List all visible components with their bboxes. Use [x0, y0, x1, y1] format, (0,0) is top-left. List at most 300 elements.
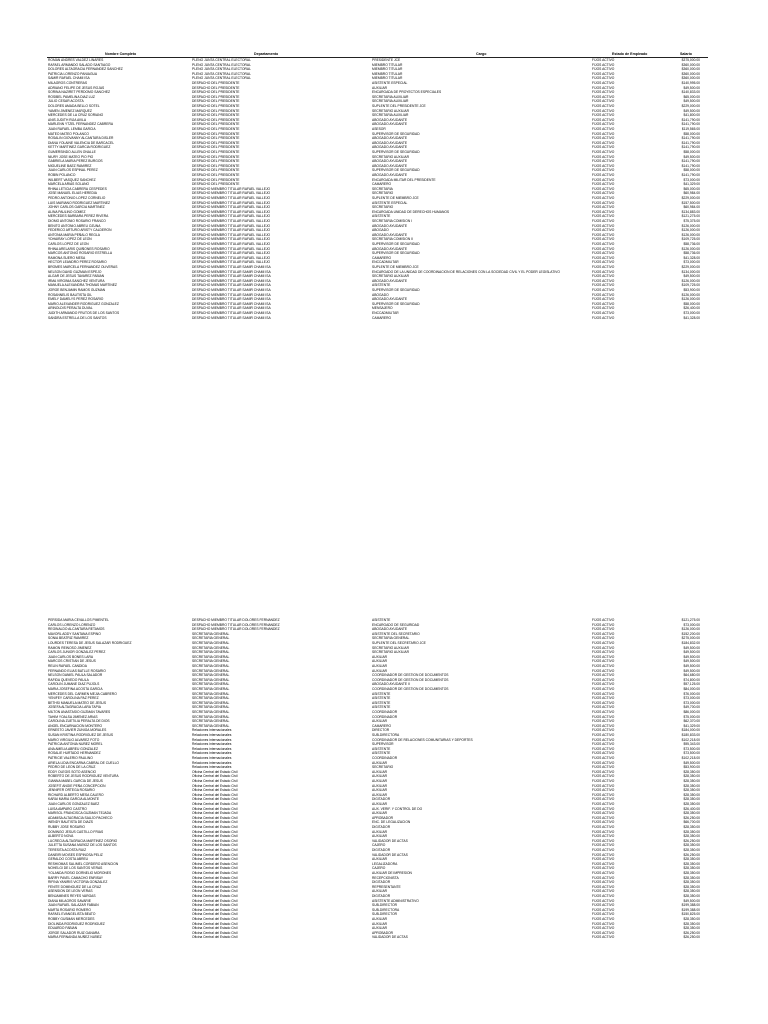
cell-salario: $49,500.00 [683, 664, 700, 668]
cell-salario: $229,000.00 [681, 265, 700, 269]
cell-nombre: JUDITH ARMANDO FRUTOS DE LOS SANTOS [48, 311, 120, 315]
cell-estado: FIJOS ACTIVO [592, 769, 615, 774]
cell-departamento: Oficina Central del Estado Civil [192, 806, 238, 811]
cell-cargo: ENCCADMILITAR [372, 311, 399, 315]
cell-cargo: SECRETARIA AUXILIAR [372, 99, 409, 104]
cell-salario: $95,343.00 [683, 742, 700, 747]
cell-salario: $275,000.00 [681, 636, 700, 641]
cell-cargo: ASISTENTE ADMINISTRATIVO [372, 898, 419, 903]
cell-cargo: SECRETARIO AUXILIAR [372, 108, 409, 113]
cell-nombre: WENDY BAUTISTA DE DIAZS [48, 820, 93, 825]
cell-cargo: SECRETARIO AUXILIAR [372, 274, 409, 279]
cell-salario: $58,736.00 [683, 251, 700, 256]
cell-nombre: MERCEDES BARBARA PEREZ RIVERA [48, 214, 109, 219]
cell-cargo: MIEMBRO TITULAR [372, 71, 403, 76]
cell-cargo: AUXILIAR [372, 917, 388, 921]
cell-nombre: SANDRA ESTRELLA DE LOS SANTOS [48, 315, 107, 320]
cell-salario: $26,250.00 [683, 815, 700, 820]
cell-salario: $28,350.00 [683, 783, 700, 788]
cell-estado: FIJOS ACTIVO [592, 618, 615, 622]
cell-cargo: AUXILIAR [372, 779, 388, 783]
cell-departamento: DESPACHO DEL PRESIDENTE [192, 173, 240, 177]
cell-nombre: YDHAIRAY LOPEZ DE LEON [48, 237, 92, 242]
cell-cargo: ASISTENTE ESPECIAL [372, 81, 408, 85]
cell-nombre: ROBERTO DE JESUS RODRIGUEZ VENTURA [48, 774, 119, 779]
cell-estado: FIJOS ACTIVO [592, 664, 615, 668]
cell-cargo: ENCARGADO DE SEGURIDAD [372, 622, 420, 627]
cell-departamento: DESPACHO DEL PRESIDENTE [192, 140, 240, 145]
cell-salario: $49,500.00 [683, 668, 700, 673]
cell-estado: FIJOS ACTIVO [592, 140, 615, 145]
cell-estado: FIJOS ACTIVO [592, 783, 615, 788]
cell-salario: $360,000.00 [681, 67, 700, 72]
cell-nombre: LUCRECIA ALTAGRACIA MARTINEZ OSORIO [48, 838, 118, 843]
cell-salario: $26,250.00 [683, 935, 700, 940]
cell-departamento: SECRETARIA GENERAL [192, 650, 230, 655]
cell-salario: $28,350.00 [683, 802, 700, 806]
cell-nombre: JULIO CESAR ACOSTA [48, 99, 84, 104]
table-row [0, 935, 768, 940]
cell-cargo: SUPLENTE DEL PRESIDENTE JCE [372, 104, 426, 108]
cell-salario: $49,500.00 [683, 650, 700, 655]
cell-nombre: MARIO ALEXANDER RODRIGUEZ GONZALEZ [48, 301, 119, 306]
cell-salario: $184,000.00 [681, 728, 700, 733]
cell-cargo: ASISTENTE [372, 705, 391, 710]
cell-departamento: DESPACHO MIEMBRO TITULAR SAMIR CHAMI ISA [192, 274, 271, 279]
cell-cargo: PRESIDENTE JCE [372, 58, 401, 62]
cell-departamento: DESPACHO MIEMBRO TITULAR SAMIR CHAMI ISA [192, 297, 271, 302]
cell-nombre: RAMONA SUERO MESA [48, 255, 86, 260]
cell-cargo: ABOGADO AYUDANTE [372, 159, 408, 164]
cell-estado: FIJOS ACTIVO [592, 265, 615, 269]
cell-departamento: Oficina Central del Estado Civil [192, 834, 238, 839]
cell-departamento: Oficina Central del Estado Civil [192, 866, 238, 871]
cell-cargo: MENSAJERO [372, 306, 393, 311]
cell-nombre: ADAMISA ALTAGRACIA SAUJO PACHECO [48, 815, 113, 820]
cell-nombre: RICHARD ALBERTO MESA CALERO [48, 792, 104, 797]
cell-nombre: LUIS MARIANO RODRIGUEZ MARTINEZ [48, 200, 111, 205]
cell-salario: $75,000.00 [683, 714, 700, 719]
cell-cargo: ABOGADO [372, 292, 389, 297]
cell-departamento: Oficina Central del Estado Civil [192, 811, 238, 816]
cell-cargo: SECRETARIO [372, 765, 394, 770]
cell-nombre: JENNIFER ORTEGA ROSARIO [48, 788, 95, 793]
cell-cargo: ASISTENTE [372, 691, 391, 696]
cell-cargo: SUPERVISOR DE SEGURIDAD [372, 251, 420, 256]
cell-nombre: FERNANDO ELIAS BATLLE ROSARIO [48, 668, 106, 673]
cell-departamento: DESPACHO MIEMBRO TITULAR SAMIR CHAMI ISA [192, 311, 271, 315]
cell-estado: FIJOS ACTIVO [592, 627, 615, 632]
cell-cargo: ABOGADO [372, 228, 389, 233]
cell-estado: FIJOS ACTIVO [592, 838, 615, 843]
cell-nombre: MAVORL ADDY SANTANA ESPINO [48, 631, 101, 636]
cell-estado: FIJOS ACTIVO [592, 710, 615, 714]
cell-nombre: ALGAR DE JESUS TAVAREZ FABIAN [48, 274, 105, 279]
cell-cargo: SUPERVISOR DE SEGURIDAD [372, 131, 420, 136]
cell-estado: FIJOS ACTIVO [592, 723, 615, 728]
cell-departamento: SECRETARIA GENERAL [192, 719, 230, 724]
cell-cargo: ABOGADO AYUDANTE [372, 145, 408, 150]
cell-estado: FIJOS ACTIVO [592, 765, 615, 770]
cell-departamento: Relaciones internacionales [192, 751, 232, 756]
cell-estado: FIJOS ACTIVO [592, 673, 615, 678]
cell-salario: $360,000.00 [681, 76, 700, 81]
cell-salario: $73,000.00 [683, 700, 700, 705]
cell-estado: FIJOS ACTIVO [592, 871, 615, 875]
cell-nombre: RIFINA YANIRIS VICTORIA GONZALEZ [48, 880, 108, 885]
cell-salario: $28,350.00 [683, 792, 700, 797]
cell-nombre: YENIFEY CAROLINA PAZ PEREZ [48, 696, 99, 701]
cell-estado: FIJOS ACTIVO [592, 58, 615, 62]
cell-nombre: MARTA ROSARIO ROMERO [48, 907, 91, 912]
cell-nombre: GABRIELA MARIA PEREZ BURGOS [48, 159, 103, 164]
cell-salario: $28,350.00 [683, 825, 700, 829]
cell-departamento: Oficina Central del Estado Civil [192, 875, 238, 880]
cell-salario: $375,000.00 [681, 58, 700, 62]
cell-nombre: ANIS JUDITH RIJA AVILA [48, 117, 87, 122]
cell-nombre: DIANA MILAGROS SAVARIE [48, 898, 91, 903]
cell-departamento: DESPACHO DEL PRESIDENTE [192, 154, 240, 159]
cell-salario: $97,125.00 [683, 682, 700, 687]
cell-estado: FIJOS ACTIVO [592, 81, 615, 85]
cell-nombre: JORGE BENJAMIN RAMOS GUZMAN [48, 288, 106, 292]
cell-cargo: ASISTENTE [372, 283, 391, 288]
cell-cargo: AUXILIAR [372, 769, 388, 774]
cell-departamento: SECRETARIA GENERAL [192, 696, 230, 701]
cell-departamento: Oficina Central del Estado Civil [192, 838, 238, 843]
cell-nombre: ROSANNELIS BAUTISTA GIL [48, 292, 93, 297]
cell-cargo: ABOGADO AYUDANTE [372, 136, 408, 141]
cell-estado: FIJOS ACTIVO [592, 746, 615, 751]
cell-departamento: SECRETARIA GENERAL [192, 673, 230, 678]
cell-cargo: SUB-DIRECTOR [372, 903, 398, 908]
cell-salario: $73,500.00 [683, 751, 700, 756]
cell-cargo: VALIDADOR DE ACTAS [372, 935, 408, 940]
cell-departamento: DESPACHO DEL PRESIDENTE [192, 94, 240, 99]
cell-estado: FIJOS ACTIVO [592, 292, 615, 297]
cell-cargo: ENCCADMILITAR [372, 260, 399, 265]
cell-nombre: JOSE MANUEL ELIAS HEREDIA [48, 191, 97, 196]
cell-salario: $141,790.00 [681, 122, 700, 127]
cell-departamento: DESPACHO DEL PRESIDENTE [192, 113, 240, 118]
cell-departamento: DESPACHO DEL PRESIDENTE [192, 108, 240, 113]
cell-salario: $229,000.00 [681, 196, 700, 200]
cell-nombre: RAFIDA QUEVEDO PAULA [48, 677, 89, 682]
cell-salario: $73,000.00 [683, 696, 700, 701]
cell-cargo: ABOGADO AYUDANTE [372, 117, 408, 122]
cell-departamento: SECRETARIA GENERAL [192, 641, 230, 645]
cell-departamento: Relaciones internacionales [192, 760, 232, 765]
cell-departamento: SECRETARIA GENERAL [192, 664, 230, 668]
cell-nombre: GIANNA MABEL GARCIA DE JESUS [48, 779, 103, 783]
cell-estado: FIJOS ACTIVO [592, 205, 615, 210]
cell-estado: FIJOS ACTIVO [592, 67, 615, 72]
cell-nombre: PATRICIA LORENZO PANIAGUA [48, 71, 98, 76]
cell-salario: $126,000.00 [681, 292, 700, 297]
cell-departamento: DESPACHO DEL PRESIDENTE [192, 159, 240, 164]
cell-nombre: FEDERICO ARTURO ARISTY CALDERON [48, 228, 112, 233]
cell-cargo: COORDINADOR [372, 714, 398, 719]
cell-cargo: SUB-DIRECTORA [372, 733, 400, 737]
cell-cargo: CAMARERO [372, 315, 392, 320]
cell-cargo: AUXILIAR [372, 802, 388, 806]
cell-estado: FIJOS ACTIVO [592, 917, 615, 921]
cell-cargo: SECRETARIO AUXILIAR [372, 645, 409, 650]
cell-cargo: CAJERO [372, 866, 386, 871]
cell-nombre: RAFAEL EVANGELISTA BEATO [48, 912, 96, 917]
cell-nombre: SONIA BEATRIZ RAMIREZ [48, 636, 89, 641]
cell-salario: $28,350.00 [683, 861, 700, 866]
cell-salario: $49,500.00 [683, 108, 700, 113]
cell-cargo: AUXILIAR [372, 889, 388, 894]
cell-estado: FIJOS ACTIVO [592, 283, 615, 288]
cell-salario: $141,790.00 [681, 173, 700, 177]
cell-estado: FIJOS ACTIVO [592, 232, 615, 237]
cell-salario: $65,000.00 [683, 94, 700, 99]
cell-departamento: DESPACHO DEL PRESIDENTE [192, 177, 240, 182]
cell-cargo: AUXILIAR [372, 926, 388, 931]
cell-salario: $60,984.00 [683, 191, 700, 196]
cell-estado: FIJOS ACTIVO [592, 636, 615, 641]
cell-salario: $58,000.00 [683, 131, 700, 136]
cell-nombre: JOSEFIT ANGIE PEÑA CONCEPCION [48, 783, 106, 788]
cell-departamento: DESPACHO MIEMBRO TITULAR DOLORES FERNANDEZ [192, 627, 280, 632]
cell-estado: FIJOS ACTIVO [592, 85, 615, 90]
cell-salario: $41,328.00 [683, 255, 700, 260]
cell-salario: $28,350.00 [683, 834, 700, 839]
cell-cargo: ABOGADO AYUDANTE [372, 173, 408, 177]
cell-nombre: PATRICIE VALERIO PAULINO [48, 756, 93, 760]
cell-salario: $28,350.00 [683, 926, 700, 931]
cell-departamento: Oficina Central del Estado Civil [192, 912, 238, 917]
cell-nombre: MARLENN YTZEL FERNANDEZ CABRERA [48, 122, 114, 127]
cell-departamento: PLENO JUNTA CENTRAL ELECTORAL [192, 67, 251, 72]
cell-estado: FIJOS ACTIVO [592, 935, 615, 940]
cell-nombre: YAMEN JIMENEZ MARQUEZ [48, 108, 92, 113]
cell-estado: FIJOS ACTIVO [592, 852, 615, 857]
cell-estado: FIJOS ACTIVO [592, 645, 615, 650]
cell-departamento: Oficina Central del Estado Civil [192, 907, 238, 912]
cell-salario: $28,350.00 [683, 848, 700, 852]
cell-cargo: ABOGADO AYUDANTE [372, 246, 408, 251]
cell-estado: FIJOS ACTIVO [592, 90, 615, 95]
cell-cargo: CAJERO [372, 843, 386, 848]
cell-cargo: ABOGADO AYUDANTE II [372, 682, 410, 687]
cell-nombre: DOLORES ALTAGRACIA FERNANDEZ SANCHEZ [48, 67, 123, 72]
cell-estado: FIJOS ACTIVO [592, 260, 615, 265]
cell-estado: FIJOS ACTIVO [592, 903, 615, 908]
cell-estado: FIJOS ACTIVO [592, 677, 615, 682]
cell-estado: FIJOS ACTIVO [592, 122, 615, 127]
cell-estado: FIJOS ACTIVO [592, 728, 615, 733]
cell-cargo: MIEMBRO TITULAR [372, 76, 403, 81]
cell-cargo: COORDINADOR DE GESTION DE DOCUMENTOS [372, 673, 449, 678]
cell-salario: $119,565.00 [681, 127, 700, 131]
cell-salario: $28,350.00 [683, 875, 700, 880]
cell-estado: FIJOS ACTIVO [592, 843, 615, 848]
cell-salario: $49,700.00 [683, 705, 700, 710]
cell-departamento: Oficina Central del Estado Civil [192, 857, 238, 862]
cell-departamento: Relaciones internacionales [192, 733, 232, 737]
cell-nombre: KETTY MARTINEZ GARCIA RODRIGUEZ [48, 145, 111, 150]
cell-salario: $184,832.00 [681, 641, 700, 645]
cell-departamento: DESPACHO MIEMBRO TITULAR RAFAEL VALLEJO [192, 223, 271, 228]
cell-salario: $28,350.00 [683, 788, 700, 793]
cell-departamento: DESPACHO DEL PRESIDENTE [192, 136, 240, 141]
cell-departamento: Oficina Central del Estado Civil [192, 843, 238, 848]
cell-nombre: DANEIRI MOISES ESPINOSA PELIZ [48, 852, 103, 857]
cell-nombre: ALINA PAULINO GOMEZ [48, 209, 86, 214]
cell-departamento: DESPACHO MIEMBRO TITULAR RAFAEL VALLEJO [192, 196, 271, 200]
cell-cargo: SUPERVISOR [372, 742, 394, 747]
cell-estado: FIJOS ACTIVO [592, 714, 615, 719]
cell-departamento: PLENO JUNTA CENTRAL ELECTORAL [192, 62, 251, 67]
cell-estado: FIJOS ACTIVO [592, 136, 615, 141]
cell-cargo: SECRETARIO [372, 191, 394, 196]
cell-departamento: Oficina Central del Estado Civil [192, 935, 238, 940]
cell-salario: $28,350.00 [683, 894, 700, 898]
cell-cargo: SUPLENTE DEL SECRETARIO JCE [372, 641, 426, 645]
cell-salario: $28,350.00 [683, 866, 700, 871]
cell-nombre: PATRICIA ANTONIA NUÑEZ MOREL [48, 742, 103, 747]
cell-estado: FIJOS ACTIVO [592, 802, 615, 806]
cell-departamento: DESPACHO DEL PRESIDENTE [192, 150, 240, 154]
cell-estado: FIJOS ACTIVO [592, 242, 615, 246]
cell-estado: FIJOS ACTIVO [592, 696, 615, 701]
cell-salario: $134,000.00 [681, 269, 700, 274]
cell-nombre: NIURY JOSE MATEO PIO PIO [48, 154, 94, 159]
cell-salario: $140,995.00 [681, 81, 700, 85]
cell-cargo: SECRETARIO AUXILIAR [372, 650, 409, 655]
cell-nombre: MANUELA ALEXANDRA THOMAS MARTINEZ [48, 283, 117, 288]
cell-estado: FIJOS ACTIVO [592, 173, 615, 177]
cell-departamento: Oficina Central del Estado Civil [192, 815, 238, 820]
cell-departamento: SECRETARIA GENERAL [192, 636, 230, 641]
cell-estado: FIJOS ACTIVO [592, 214, 615, 219]
cell-departamento: DESPACHO DEL PRESIDENTE [192, 117, 240, 122]
header-nombre: Nombre Completo [105, 52, 137, 56]
cell-salario: $102,218.00 [681, 737, 700, 742]
cell-salario: $41,800.00 [683, 113, 700, 118]
cell-cargo: SECRETARIA COMISION I [372, 219, 413, 223]
cell-estado: FIJOS ACTIVO [592, 104, 615, 108]
cell-cargo: AUX. VERIF. Y CONTROL DE DO [372, 806, 423, 811]
cell-cargo: SECRETARIO [372, 205, 394, 210]
cell-cargo: AUXILIAR [372, 760, 388, 765]
cell-cargo: AUXILIAR [372, 654, 388, 659]
cell-nombre: MIGUELINE BAEZ RAMIREZ [48, 163, 92, 168]
cell-nombre: JUAN RAFAEL LEMBA GARCIA [48, 127, 96, 131]
cell-cargo: SUPERVISOR DE SEGURIDAD [372, 288, 420, 292]
cell-estado: FIJOS ACTIVO [592, 76, 615, 81]
cell-departamento: Oficina Central del Estado Civil [192, 788, 238, 793]
cell-salario: $49,500.00 [683, 274, 700, 279]
cell-cargo: AUXILIAR [372, 719, 388, 724]
cell-cargo: SUPERVISOR DE SEGURIDAD [372, 301, 420, 306]
cell-estado: FIJOS ACTIVO [592, 779, 615, 783]
cell-departamento: DESPACHO MIEMBRO TITULAR RAFAEL VALLEJO [192, 209, 271, 214]
cell-cargo: ASISTENTE ESPECIAL [372, 200, 408, 205]
cell-departamento: DESPACHO MIEMBRO TITULAR RAFAEL VALLEJO [192, 186, 271, 191]
cell-salario: $199,388.00 [681, 903, 700, 908]
cell-nombre: JUAN RAFAEL SALAZAR FABIAN [48, 903, 99, 908]
cell-nombre: JUAN CARLOS GONZALEZ BAEZ [48, 802, 100, 806]
cell-cargo: SUPLENTE DE MIEMBRO JCE [372, 265, 419, 269]
cell-estado: FIJOS ACTIVO [592, 834, 615, 839]
cell-salario: $26,250.00 [683, 852, 700, 857]
cell-nombre: DOLORES AMADA BELLO SOTEL [48, 104, 100, 108]
cell-nombre: ROBIN POLANCO [48, 173, 76, 177]
cell-nombre: ROSALIN GIOVANNY ALCANTARA DISLER [48, 136, 114, 141]
cell-salario: $140,833.00 [681, 90, 700, 95]
cell-departamento: DESPACHO MIEMBRO TITULAR RAFAEL VALLEJO [192, 228, 271, 233]
cell-estado: FIJOS ACTIVO [592, 682, 615, 687]
cell-estado: FIJOS ACTIVO [592, 912, 615, 917]
cell-departamento: DESPACHO MIEMBRO TITULAR RAFAEL VALLEJO [192, 219, 271, 223]
cell-departamento: Oficina Central del Estado Civil [192, 769, 238, 774]
cell-departamento: SECRETARIA GENERAL [192, 645, 230, 650]
cell-cargo: COORDINADOR DE RELACIONES COMUNITARIAS Y DEPORTES [372, 737, 473, 742]
cell-estado: FIJOS ACTIVO [592, 820, 615, 825]
cell-estado: FIJOS ACTIVO [592, 315, 615, 320]
cell-salario: $109,725.00 [681, 237, 700, 242]
cell-departamento: DESPACHO MIEMBRO TITULAR SAMIR CHAMI ISA [192, 306, 271, 311]
cell-nombre: RUBBY JOSE ROSARIO [48, 825, 85, 829]
cell-estado: FIJOS ACTIVO [592, 797, 615, 802]
cell-cargo: AUXILIAR [372, 659, 388, 664]
cell-departamento: DESPACHO MIEMBRO TITULAR SAMIR CHAMI ISA [192, 315, 271, 320]
cell-salario: $28,350.00 [683, 921, 700, 926]
cell-estado: FIJOS ACTIVO [592, 700, 615, 705]
cell-departamento: DESPACHO DEL PRESIDENTE [192, 127, 240, 131]
cell-salario: $126,000.00 [681, 232, 700, 237]
cell-estado: FIJOS ACTIVO [592, 733, 615, 737]
cell-cargo: COORDINADOR [372, 710, 398, 714]
cell-departamento: SECRETARIA GENERAL [192, 631, 230, 636]
cell-estado: FIJOS ACTIVO [592, 751, 615, 756]
cell-cargo: ASISTENTE DEL SECRETARIO [372, 631, 420, 636]
cell-salario: $49,500.00 [683, 760, 700, 765]
cell-nombre: RHINA ARELARIS QUIÑONES ROSARIO [48, 246, 110, 251]
cell-departamento: SECRETARIA GENERAL [192, 687, 230, 691]
cell-nombre: HECTOR LEANDRO PEREZ ROSARIO [48, 260, 107, 265]
cell-departamento: Oficina Central del Estado Civil [192, 921, 238, 926]
cell-nombre: NOHELGI DE LOS SANTOS VERAS [48, 866, 103, 871]
cell-nombre: ANTONIA MARIA PEÑALO REGLA [48, 232, 100, 237]
cell-nombre: RHINA LETICIA CABRERA CESPEDES [48, 186, 107, 191]
cell-departamento: DESPACHO DEL PRESIDENTE [192, 99, 240, 104]
cell-nombre: DOMINGO JESUS CASTILLO FRIAS [48, 829, 104, 834]
cell-salario: $26,250.00 [683, 930, 700, 935]
cell-salario: $121,275.00 [681, 214, 700, 219]
cell-nombre: BARRY PAVEL CAMACHO ENRISAY [48, 875, 104, 880]
cell-cargo: ASISTENTE [372, 751, 391, 756]
cell-nombre: DIOMO ANTONIO ROSARIO FRANCO [48, 219, 106, 223]
cell-estado: FIJOS ACTIVO [592, 848, 615, 852]
cell-estado: FIJOS ACTIVO [592, 274, 615, 279]
cell-nombre: LUISA AMPARO CASTRO [48, 806, 87, 811]
cell-cargo: ABOGADO AYUDANTE [372, 223, 408, 228]
cell-departamento: DESPACHO MIEMBRO TITULAR RAFAEL VALLEJO [192, 260, 271, 265]
cell-estado: FIJOS ACTIVO [592, 297, 615, 302]
cell-cargo: SECRETARIA AUXILIAR [372, 94, 409, 99]
cell-nombre: BENITO ANTONIO ABREU OZUNA [48, 223, 101, 228]
cell-estado: FIJOS ACTIVO [592, 907, 615, 912]
cell-cargo: ABOGADO AYUDANTE [372, 297, 408, 302]
cell-departamento: SECRETARIA GENERAL [192, 659, 230, 664]
cell-salario: $126,000.00 [681, 278, 700, 283]
cell-departamento: DESPACHO MIEMBRO TITULAR SAMIR CHAMI ISA [192, 278, 271, 283]
